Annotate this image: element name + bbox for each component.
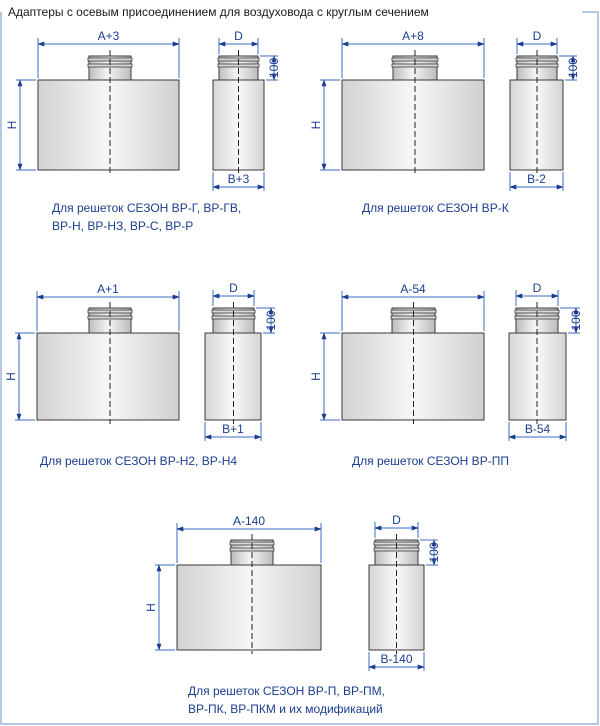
depth-label: B-54 (524, 422, 551, 436)
spigot-height-label: 100 (566, 57, 580, 79)
adapter-list (4, 29, 583, 716)
adapter-drawing (309, 281, 583, 468)
sheet-title: Адаптеры с осевым присоединением для воздуховода с круглым сечением (8, 5, 429, 19)
caption-line: Для решеток СЕЗОН ВР-П, ВР-ПМ, (188, 684, 385, 698)
adapter-body (177, 565, 321, 650)
height-label: H (309, 120, 323, 130)
adapter-drawing (309, 29, 580, 215)
height-label: H (144, 603, 158, 612)
depth-label: B-140 (380, 652, 413, 666)
adapter-body (38, 80, 179, 170)
width-label: A-140 (232, 514, 266, 528)
height-label: H (309, 372, 323, 381)
spigot-height-label: 100 (569, 310, 583, 331)
spigot-height-label: 100 (427, 542, 441, 563)
adapter-drawing (144, 513, 441, 716)
width-label: A+3 (97, 29, 120, 43)
adapter-drawing (5, 29, 281, 233)
depth-label: B-2 (527, 172, 546, 186)
height-label: H (5, 120, 19, 130)
diameter-label: D (229, 281, 238, 295)
caption-line: Для решеток СЕЗОН ВР-ПП (352, 454, 509, 468)
height-label: H (4, 372, 18, 381)
caption-line: Для решеток СЕЗОН ВР-Г, ВР-ГВ, (52, 201, 242, 215)
diameter-label: D (532, 29, 542, 43)
depth-label: B+1 (222, 422, 244, 436)
width-label: A-54 (400, 282, 426, 296)
depth-label: B+3 (227, 172, 250, 186)
width-label: A+1 (97, 282, 119, 296)
spigot-height-label: 100 (267, 57, 281, 79)
adapter-body (342, 80, 484, 170)
diameter-label: D (532, 281, 542, 295)
caption-line: ВР-Н, ВР-НЗ, ВР-С, ВР-Р (52, 219, 194, 233)
adapter-drawing (4, 281, 278, 468)
caption-line: Для решеток СЕЗОН ВР-Н2, ВР-Н4 (40, 454, 238, 468)
caption-line: ВР-ПК, ВР-ПКМ и их модификаций (188, 702, 383, 716)
adapter-body (37, 333, 179, 420)
caption-line: Для решеток СЕЗОН ВР-К (362, 201, 509, 215)
diameter-label: D (392, 513, 401, 527)
spigot-height-label: 100 (264, 310, 278, 331)
diameter-label: D (234, 29, 243, 43)
width-label: A+8 (402, 29, 424, 43)
